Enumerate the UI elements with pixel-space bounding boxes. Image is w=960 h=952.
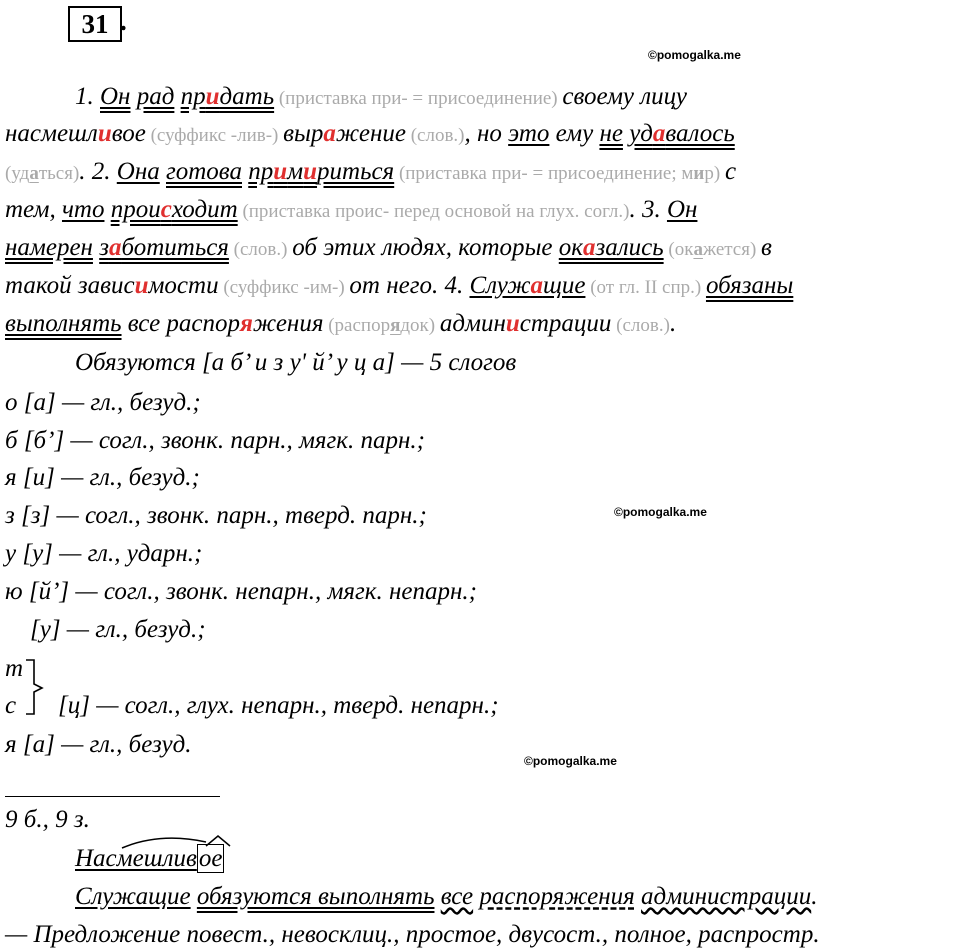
word-predicate (111, 196, 238, 223)
separator-line (5, 796, 220, 797)
watermark: ©pomogalka.me (648, 48, 741, 62)
phonetic-line: б [б’] — согл., звонк. парн., мягк. парн.; (5, 427, 425, 454)
word-predicate: обязаны (705, 272, 794, 299)
sentence-number: 1. (75, 83, 100, 110)
sentence-number: . 3. (629, 196, 667, 223)
word-part: все распор (121, 310, 241, 337)
word-part: Насмешлив (75, 845, 197, 872)
text-line-1 (75, 80, 687, 116)
note: (приставка проис- перед основой на глух. согл.) (237, 201, 630, 222)
parse-attribute: администрации (641, 883, 812, 910)
text-line-5 (5, 231, 772, 267)
phonetic-line: [ц] — согл., глух. непарн., тверд. непарн.; (58, 692, 499, 719)
highlight-letter: и (303, 158, 318, 185)
word-predicate (629, 120, 735, 147)
parse-attribute: все (440, 883, 474, 910)
text: . (811, 883, 818, 910)
word-part: м (287, 158, 304, 185)
word-predicate: не (599, 120, 623, 147)
word-part: мости (148, 272, 219, 299)
word-part: Служ (469, 272, 531, 299)
word-part: ок (558, 234, 583, 261)
word-predicate (99, 234, 229, 261)
note: жется) (702, 239, 762, 260)
word-part: ботиться (121, 234, 229, 261)
word-part: валось (665, 120, 735, 147)
highlight-letter: и (273, 158, 288, 185)
word-predicate: готова (166, 158, 242, 185)
note: р) (704, 163, 725, 184)
sentence-parse (75, 880, 817, 914)
highlight-letter: а (582, 234, 596, 261)
morpheme-marks-icon (120, 834, 250, 850)
phonetic-line: з [з] — согл., звонк. парн., тверд. парн.; (5, 502, 427, 529)
word-predicate (181, 83, 274, 110)
text: ему (549, 120, 600, 147)
text: своему лицу (562, 83, 687, 110)
note: (ок (663, 239, 694, 260)
exercise-number: 31 (68, 6, 122, 42)
word-subject (469, 272, 585, 299)
highlight-letter: и (97, 120, 112, 147)
word-part: насмешл (5, 120, 98, 147)
word-part: жения (252, 310, 324, 337)
note: (приставка при- = присоединение; м (394, 163, 694, 184)
word-predicate (559, 234, 664, 261)
highlight-letter: и (205, 83, 220, 110)
note: (суффикс -им-) (218, 277, 350, 298)
phonetic-line: т (5, 655, 24, 682)
word-part: жение (335, 120, 406, 147)
phonetic-line: [у] — гл., безуд.; (30, 616, 206, 643)
parse-subject: Служащие (75, 883, 191, 910)
word-subject: это (508, 120, 550, 147)
note-letter: и (693, 163, 705, 184)
word-part: пр (248, 158, 274, 185)
parse-predicate: обязуются выполнять (196, 883, 435, 910)
text-line-2 (5, 117, 735, 153)
word-part: прои (110, 196, 161, 223)
text: с (724, 158, 737, 185)
note-letter: а (693, 239, 703, 260)
word-part: уд (629, 120, 653, 147)
highlight-letter: и (134, 272, 149, 299)
note-letter: а (29, 163, 39, 184)
word-part: админ (439, 310, 506, 337)
ending-box: ое (198, 845, 223, 872)
word-part: выр (283, 120, 324, 147)
text-line-6 (5, 269, 793, 305)
word-subject: что (61, 196, 105, 223)
highlight-letter: а (323, 120, 336, 147)
highlight-letter: и (505, 310, 520, 337)
note: (слов.) (228, 239, 293, 260)
note-letter: я (390, 315, 401, 336)
word-part: такой завис (5, 272, 135, 299)
phonetic-line: о [а] — гл., безуд.; (5, 389, 201, 416)
note: (от гл. II спр.) (585, 277, 706, 298)
phonetic-line: я [а] — гл., безуд. (5, 731, 192, 758)
phonetic-line: у [у] — гл., ударн.; (5, 540, 203, 567)
word-part: зались (595, 234, 664, 261)
word-part: пр (180, 83, 206, 110)
brace-icon (24, 658, 46, 716)
word-predicate: намерен (5, 234, 93, 261)
text: в (761, 234, 772, 261)
phonetic-line: с (5, 692, 17, 719)
highlight-letter: а (108, 234, 122, 261)
letter-sound-count: 9 б., 9 з. (5, 806, 90, 833)
text: , но (464, 120, 509, 147)
word-subject: Она (116, 158, 160, 185)
note: док) (400, 315, 440, 336)
watermark: ©pomogalka.me (614, 505, 707, 519)
text: . (669, 310, 677, 337)
sentence-number: . 2. (79, 158, 117, 185)
text: тем, (5, 196, 62, 223)
watermark: ©pomogalka.me (524, 754, 617, 768)
highlight-letter: с (160, 196, 172, 223)
parse-object: распоряжения (479, 883, 635, 910)
word-part: дать (219, 83, 275, 110)
text-line-7 (5, 307, 676, 343)
word-part: ходит (171, 196, 238, 223)
word-predicate: выполнять (5, 310, 122, 337)
note: (слов.) (611, 315, 670, 336)
word-part: вое (111, 120, 146, 147)
word-part: страции (519, 310, 612, 337)
text-line-4 (5, 193, 697, 229)
note: (приставка при- = присоединение) (274, 88, 563, 109)
word-predicate (248, 158, 394, 185)
phonetic-header: Обязуются [а б’ и з у' й’ у ц а] — 5 слогов (75, 349, 517, 376)
note: (слов.) (405, 125, 465, 146)
note: (уд (5, 163, 30, 184)
highlight-letter: я (240, 310, 253, 337)
phonetic-line: я [и] — гл., безуд.; (5, 464, 200, 491)
note: (распор (323, 315, 391, 336)
phonetic-line: ю [й’] — согл., звонк. непарн., мягк. непарн.; (5, 578, 477, 605)
word-predicate: рад (136, 83, 175, 110)
highlight-letter: а (652, 120, 666, 147)
note: (суффикс -лив-) (145, 125, 284, 146)
text-line-3 (5, 155, 736, 191)
text: от него. 4. (349, 272, 470, 299)
word-subject: Он (666, 196, 698, 223)
highlight-letter: а (530, 272, 543, 299)
word-part: щие (542, 272, 586, 299)
exercise-number-dot: . (120, 6, 127, 36)
word-part: з (99, 234, 109, 261)
sentence-description: — Предложение повест., невосклиц., простое, двусост., полное, распростр. (5, 921, 820, 948)
word-part: риться (317, 158, 395, 185)
text: об этих людях, которые (292, 234, 559, 261)
word-predicate: Он (100, 83, 131, 110)
note: ться) (38, 163, 80, 184)
